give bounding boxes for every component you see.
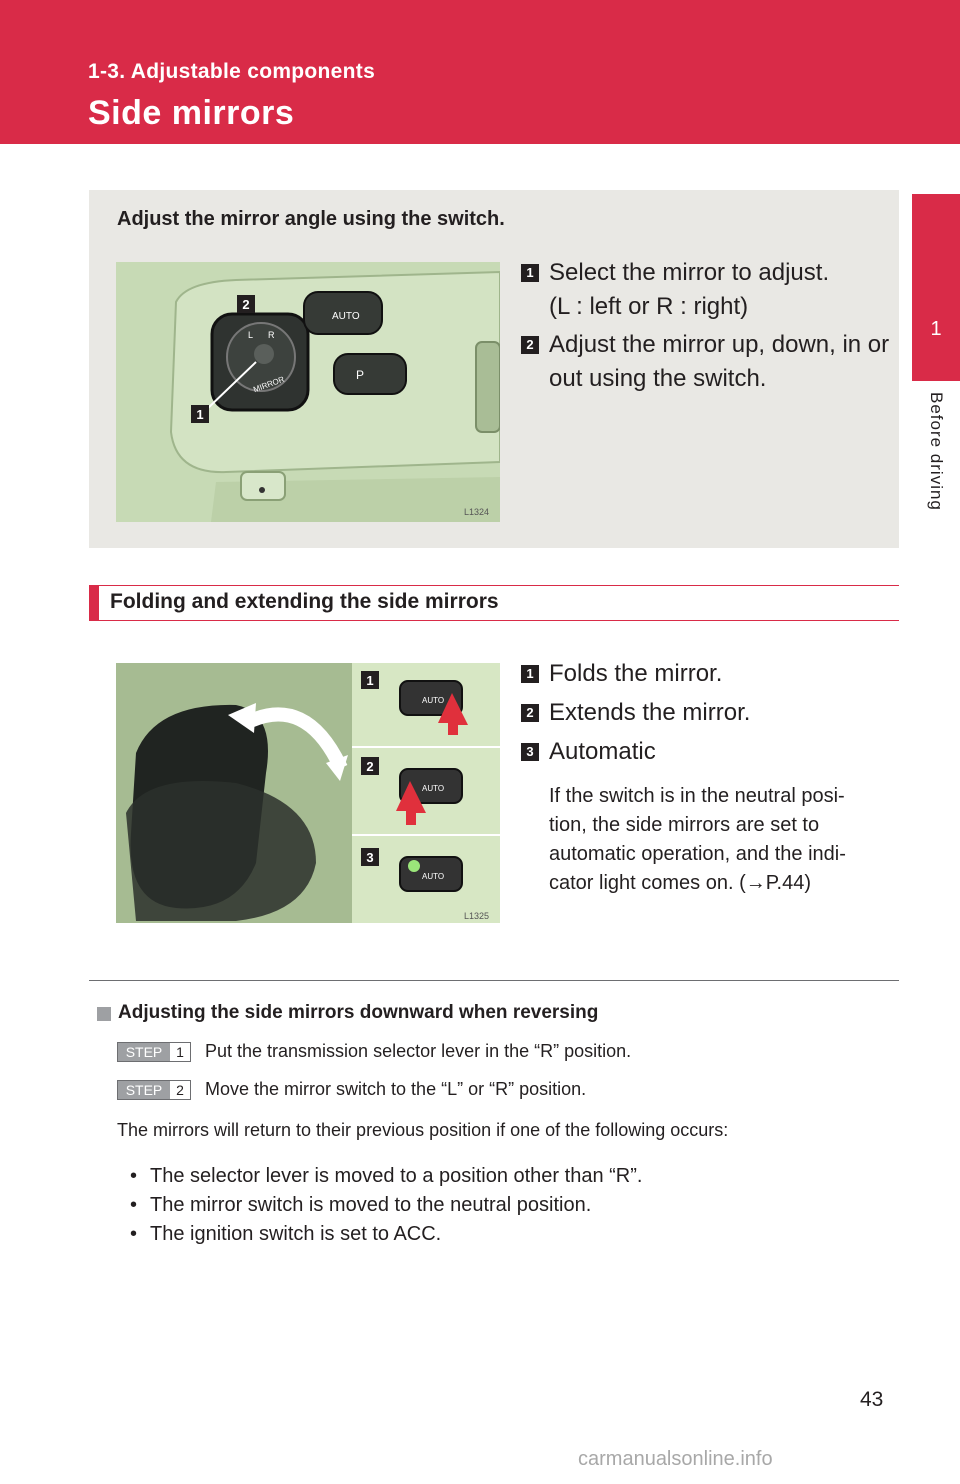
section-divider [89, 980, 899, 981]
item-text-line2: (L : left or R : right) [549, 293, 749, 320]
item-number: 1 [521, 264, 539, 282]
button-label-3: AUTO [422, 872, 445, 881]
mirror-switch-photo [116, 262, 500, 522]
chapter-divider [912, 380, 960, 381]
note-line: tion, the side mirrors are set to [549, 814, 820, 836]
step-badge-1 [117, 1042, 191, 1062]
chapter-title: Before driving [927, 392, 946, 511]
item-text-line2: out using the switch. [549, 365, 767, 392]
item-number: 2 [521, 336, 539, 354]
chapter-tab[interactable] [912, 194, 960, 380]
chapter-number: 1 [930, 318, 942, 340]
item-number: 2 [521, 704, 539, 722]
section-label: 1-3. Adjustable components [88, 60, 376, 83]
switch-label-mirror: MIRROR [252, 374, 286, 395]
bullet-text: The selector lever is moved to a position other than “R”. [150, 1165, 643, 1187]
item-text: Select the mirror to adjust. [549, 259, 830, 286]
item-text: Folds the mirror. [549, 660, 723, 687]
step-number: 2 [176, 1082, 184, 1098]
bullet-text: The mirror switch is moved to the neutral position. [150, 1194, 592, 1216]
photo-callout-1: 1 [196, 407, 204, 422]
bullet-dot-icon: • [130, 1194, 138, 1216]
panel-label-3: 3 [366, 850, 374, 865]
switch-label-l: L [248, 330, 254, 340]
mirror-switch-illustration [116, 262, 500, 522]
note-line: cator light comes on. (→P.44) [549, 872, 811, 894]
step-number: 1 [176, 1044, 184, 1060]
bullet-dot-icon: • [130, 1165, 138, 1187]
button-label-2: AUTO [422, 784, 445, 793]
bullet-text: The ignition switch is set to ACC. [150, 1223, 442, 1245]
panel-label-2: 2 [366, 759, 374, 774]
folding-heading-accent [89, 585, 99, 621]
step-badge-2 [117, 1080, 191, 1100]
photo-callout-2: 2 [242, 297, 250, 312]
button-label-1: AUTO [422, 696, 445, 705]
note-line: If the switch is in the neutral posi- [549, 785, 845, 807]
item-text: Automatic [549, 738, 656, 765]
image-code: L1325 [464, 911, 490, 921]
reversing-heading: Adjusting the side mirrors downward when reversing [118, 1002, 599, 1023]
image-code: L1324 [464, 507, 490, 517]
step-label: STEP [118, 1043, 170, 1061]
mirror-angle-title: Adjust the mirror angle using the switch. [117, 208, 505, 230]
page-number: 43 [860, 1388, 884, 1411]
switch-label-r: R [268, 330, 275, 340]
item-number: 1 [521, 665, 539, 683]
panel-label-1: 1 [366, 673, 374, 688]
watermark[interactable]: carmanualsonline.info [578, 1448, 773, 1470]
step-text-2: Move the mirror switch to the “L” or “R” position. [205, 1079, 587, 1099]
folding-heading: Folding and extending the side mirrors [110, 590, 499, 613]
automatic-note [549, 782, 892, 898]
folding-photo [116, 663, 500, 923]
folding-illustration [116, 663, 500, 923]
page-title: Side mirrors [88, 94, 295, 132]
item-number: 3 [521, 743, 539, 761]
square-bullet-icon [97, 1007, 111, 1021]
switch-label-auto: AUTO [332, 311, 360, 322]
step-text-1: Put the transmission selector lever in the “R” position. [205, 1041, 632, 1061]
note-line: automatic operation, and the indi- [549, 843, 846, 865]
switch-label-p: P [356, 368, 365, 382]
reversing-body: The mirrors will return to their previous position if one of the following occurs: [117, 1120, 729, 1140]
item-text: Extends the mirror. [549, 699, 751, 726]
step-label: STEP [118, 1081, 170, 1099]
item-text: Adjust the mirror up, down, in or [549, 331, 890, 358]
bullet-dot-icon: • [130, 1223, 138, 1245]
